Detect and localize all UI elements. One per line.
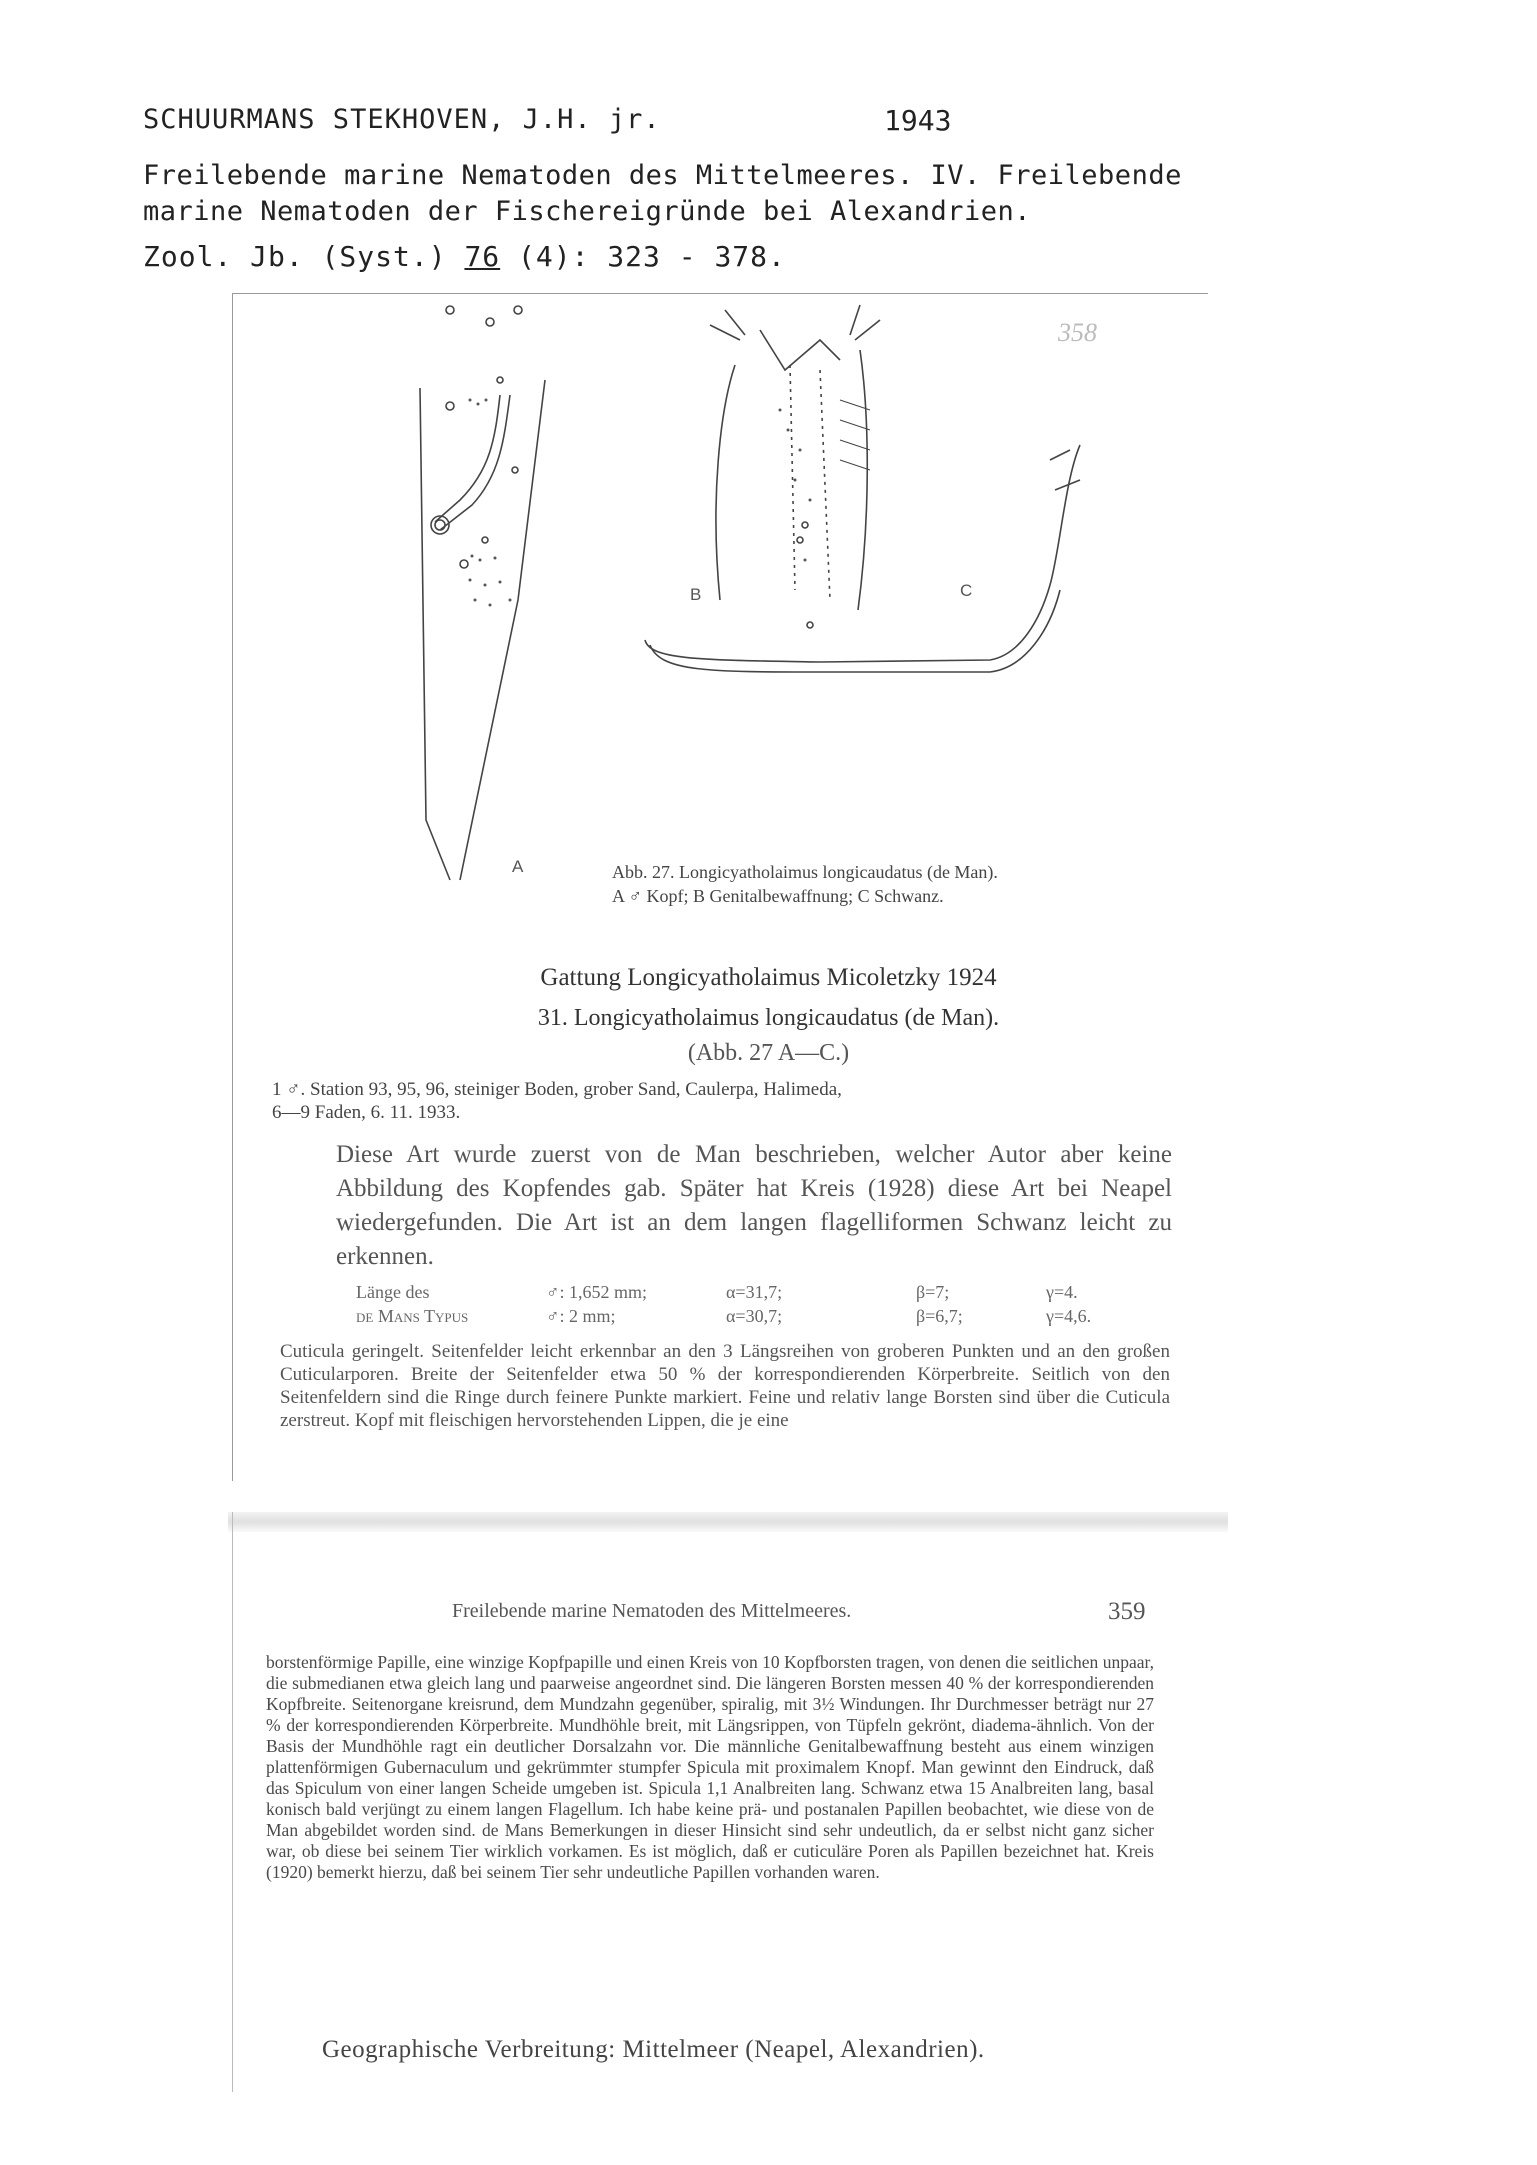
reference-title-line-1: Freilebende marine Nematoden des Mittelmeeres. IV. Freilebende (143, 160, 1182, 191)
handwritten-page-number: 358 (1058, 318, 1097, 347)
reference-title-line-2: marine Nematoden der Fischereigründe bei Alexandrien. (143, 196, 1032, 227)
figure-reference: (Abb. 27 A—C.) (687, 1040, 850, 1066)
figure-caption (612, 860, 1202, 908)
measure-beta: β=7; (916, 1282, 950, 1302)
figure-c-tail (645, 445, 1080, 662)
figure-a-body-right (460, 380, 545, 880)
cuticula-paragraph: Cuticula geringelt. Seitenfelder leicht erkennbar an den 3 Längsreihen von groberen Punkten und an den großen Cuticularporen. Breite der Seitenfelder etwa 50 % der korrespondierenden Körperbreite. Seitlich von den Seitenfeldern sind die Ringe durch feinere Punkte markiert. Feine und relativ lange Borsten sind über die Cuticula zerstreut. Kopf mit fleischigen hervorstehenden Lippen, die je eine (280, 1341, 1170, 1431)
figure-b-outline-left (716, 365, 735, 600)
measure-length: ♂: 1,652 mm; (546, 1282, 648, 1302)
measurement-row (356, 1282, 1156, 1306)
reference-journal (143, 240, 786, 273)
figure-b-outline-right (858, 350, 867, 610)
figure-label-c: C (960, 581, 973, 600)
page-number: 359 (1108, 1598, 1146, 1625)
station-record (272, 1078, 1172, 1124)
measure-alpha: α=30,7; (726, 1306, 783, 1326)
figure-label-a: A (512, 857, 524, 876)
measure-gamma: γ=4. (1046, 1282, 1078, 1302)
figure-label-b: B (690, 585, 702, 604)
measurement-row (356, 1306, 1156, 1330)
genus-heading: Gattung Longicyatholaimus Micoletzky 1924 (540, 964, 997, 991)
reference-year: 1943 (884, 104, 952, 137)
measurements-table (356, 1282, 1156, 1330)
journal-volume: 76 (464, 240, 501, 273)
figure-caption-line-1: Abb. 27. Longicyatholaimus longicaudatus (de Man). (612, 862, 998, 882)
figure-a-body-left (420, 388, 450, 880)
measure-label: de Mans Typus (356, 1306, 469, 1326)
journal-prefix: Zool. Jb. (Syst.) (143, 240, 465, 273)
measure-alpha: α=31,7; (726, 1282, 783, 1302)
station-line-1: 1 ♂. Station 93, 95, 96, steiniger Boden, grober Sand, Caulerpa, Halimeda, (272, 1079, 842, 1100)
figure-a-inner-line (435, 395, 500, 522)
measure-label: Länge des (356, 1282, 430, 1302)
species-heading: 31. Longicyatholaimus longicaudatus (de Man). (537, 1005, 1000, 1031)
journal-suffix: (4): 323 - 378. (500, 240, 786, 273)
species-description: Diese Art wurde zuerst von de Man beschrieben, welcher Autor aber keine Abbildung des Kopfendes gab. Später hat Kreis (1928) diese Art bei Neapel wiedergefunden. Die Art ist an dem langen flagelliformen Schwanz leicht zu erkennen. (336, 1141, 1172, 1270)
measure-gamma: γ=4,6. (1046, 1306, 1092, 1326)
geographic-distribution: Geographische Verbreitung: Mittelmeer (Neapel, Alexandrien). (322, 2036, 985, 2063)
measure-beta: β=6,7; (916, 1306, 963, 1326)
station-line-2: 6—9 Faden, 6. 11. 1933. (272, 1102, 461, 1123)
reference-author: SCHUURMANS STEKHOVEN, J.H. jr. (143, 104, 661, 135)
reference-title (143, 158, 1453, 230)
figure-caption-line-2: A ♂ Kopf; B Genitalbewaffnung; C Schwanz. (612, 886, 944, 906)
measure-length: ♂: 2 mm; (546, 1306, 616, 1326)
page-2-body: borstenförmige Papille, eine winzige Kopfpapille und einen Kreis von 10 Kopfborsten tragen, von denen die seitlichen unpaar, die submedianen etwa gleich lang und paarweise angeordnet sind. Die längeren Borsten messen 40 % der korrespondierenden Kopfbreite. Seitenorgane kreisrund, dem Mundzahn gegenüber, spiralig, mit 3½ Windungen. Ihr Durchmesser beträgt nur 27 % der korrespondierenden Körperbreite. Mundhöhle breit, mit Längsrippen, von Tüpfeln gekrönt, diadema-ähnlich. Von der Basis der Mundhöhle ragt ein deutlicher Dorsalzahn vor. Die männliche Genitalbewaffnung besteht aus einem winzigen plattenförmigen Gubernaculum und gekrümmter stumpfer Spicula mit proximalem Knopf. Man gewinnt den Eindruck, daß das Spiculum von einer langen Scheide umgeben ist. Spicula 1,1 Analbreiten lang. Schwanz etwa 15 Analbreiten lang, basal konisch bald verjüngt zu einem langen Flagellum. Ich habe keine prä- und postanalen Papillen beobachtet, wie diese von de Man abgebildet worden sind. de Mans Bemerkungen in dieser Hinsicht sind sehr undeutlich, da er selbst nicht ganz sicher war, ob diese bei seinem Tier wirklich vorkamen. Es ist möglich, daß er cuticuläre Poren als Papillen bezeichnet hat. Kreis (1920) bemerkt hierzu, daß bei seinem Tier sehr undeutliche Papillen vorhanden waren. (266, 1652, 1154, 1882)
running-header: Freilebende marine Nematoden des Mittelmeeres. (452, 1600, 852, 1622)
nematode-figure (400, 300, 1200, 920)
figure-a-inner-line-2 (440, 395, 510, 530)
